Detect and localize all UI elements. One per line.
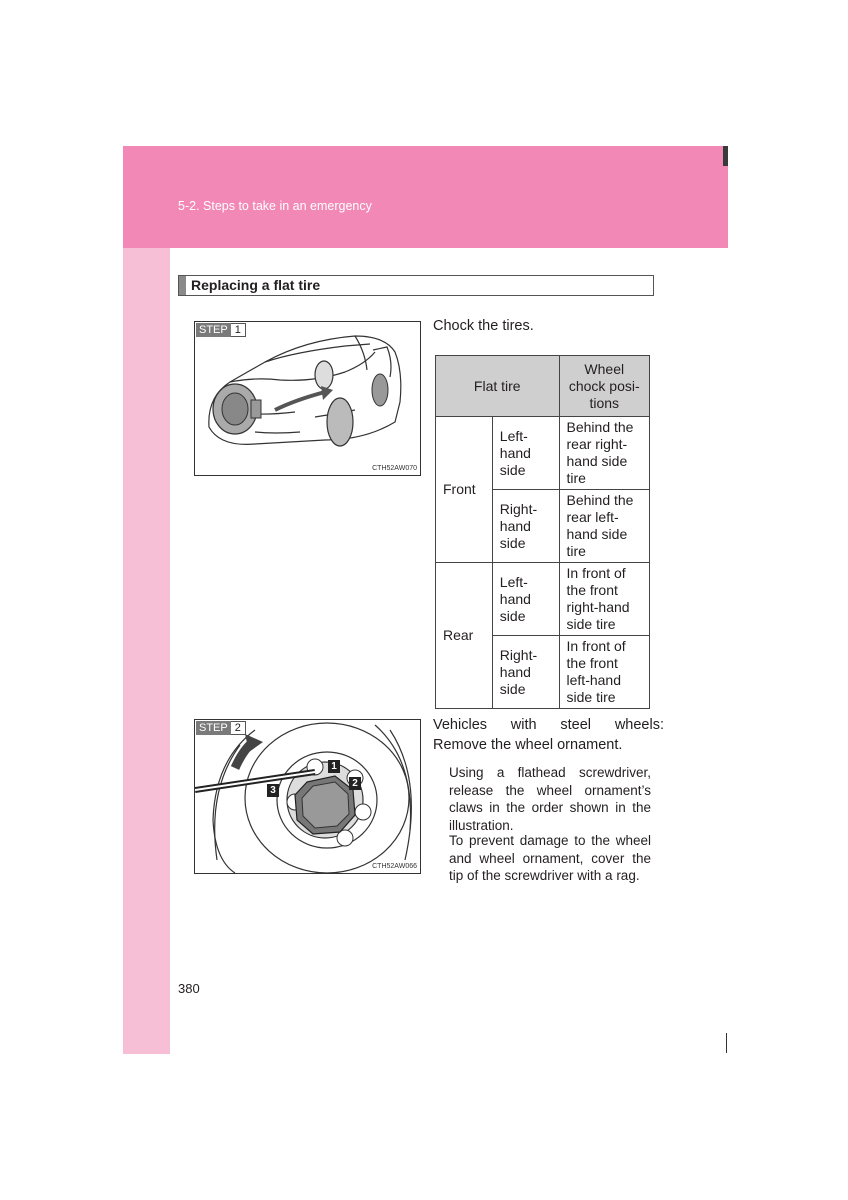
- step1-instruction: Chock the tires.: [433, 318, 534, 334]
- page-number: 380: [178, 981, 200, 996]
- side-margin-band: [123, 248, 170, 1054]
- bottom-edge-mark: [726, 1033, 727, 1053]
- step2-instruction-line1: Vehicles with steel wheels:: [433, 717, 664, 733]
- step2-instruction-line2: Remove the wheel ornament.: [433, 737, 623, 753]
- wheel-ornament-illustration: [195, 720, 420, 873]
- position-front: Front: [436, 417, 493, 563]
- callout-2: 2: [349, 777, 361, 790]
- table-row: [436, 417, 650, 490]
- step1-step-number: 1: [231, 323, 246, 337]
- header-edge-mark: [723, 146, 728, 166]
- chock-cell: Behind the rear right-hand side tire: [559, 417, 649, 490]
- section-heading-accent: [179, 276, 186, 295]
- car-chocked-illustration: [195, 322, 420, 475]
- breadcrumb: 5-2. Steps to take in an emergency: [178, 199, 372, 213]
- section-title: Replacing a flat tire: [191, 277, 321, 293]
- step1-figure-code: CTH52AW070: [372, 465, 417, 472]
- wheel-chock-table: [435, 355, 650, 709]
- step2-step-word: STEP: [196, 721, 231, 735]
- side-cell: Right-hand side: [492, 490, 559, 563]
- step2-figure-code: CTH52AW066: [372, 863, 417, 870]
- step2-note: Using a flathead screwdriver, release the wheel ornament’s claws in the order shown in the illustration.: [449, 765, 651, 833]
- callout-3: 3: [267, 784, 279, 797]
- side-cell: Left-hand side: [492, 563, 559, 636]
- chock-cell: In front of the front left-hand side tire: [559, 636, 649, 709]
- step1-figure: [194, 321, 421, 476]
- chapter-header-band: [123, 146, 728, 248]
- table-row: [436, 563, 650, 636]
- header-wheel-chock-positions: Wheel chock posi-tions: [559, 356, 649, 417]
- header-flat-tire: Flat tire: [436, 356, 560, 417]
- callout-1: 1: [328, 760, 340, 773]
- step2-note-2: To prevent damage to the wheel and wheel ornament, cover the tip of the screwdriver with a rag.: [449, 833, 651, 883]
- side-cell: Left-hand side: [492, 417, 559, 490]
- step1-step-word: STEP: [196, 323, 231, 337]
- table-header-row: [436, 356, 650, 417]
- position-rear: Rear: [436, 563, 493, 709]
- section-heading: [178, 275, 654, 296]
- step2-figure: [194, 719, 421, 874]
- chock-cell: In front of the front right-hand side tire: [559, 563, 649, 636]
- step2-step-number: 2: [231, 721, 246, 735]
- side-cell: Right-hand side: [492, 636, 559, 709]
- chock-cell: Behind the rear left-hand side tire: [559, 490, 649, 563]
